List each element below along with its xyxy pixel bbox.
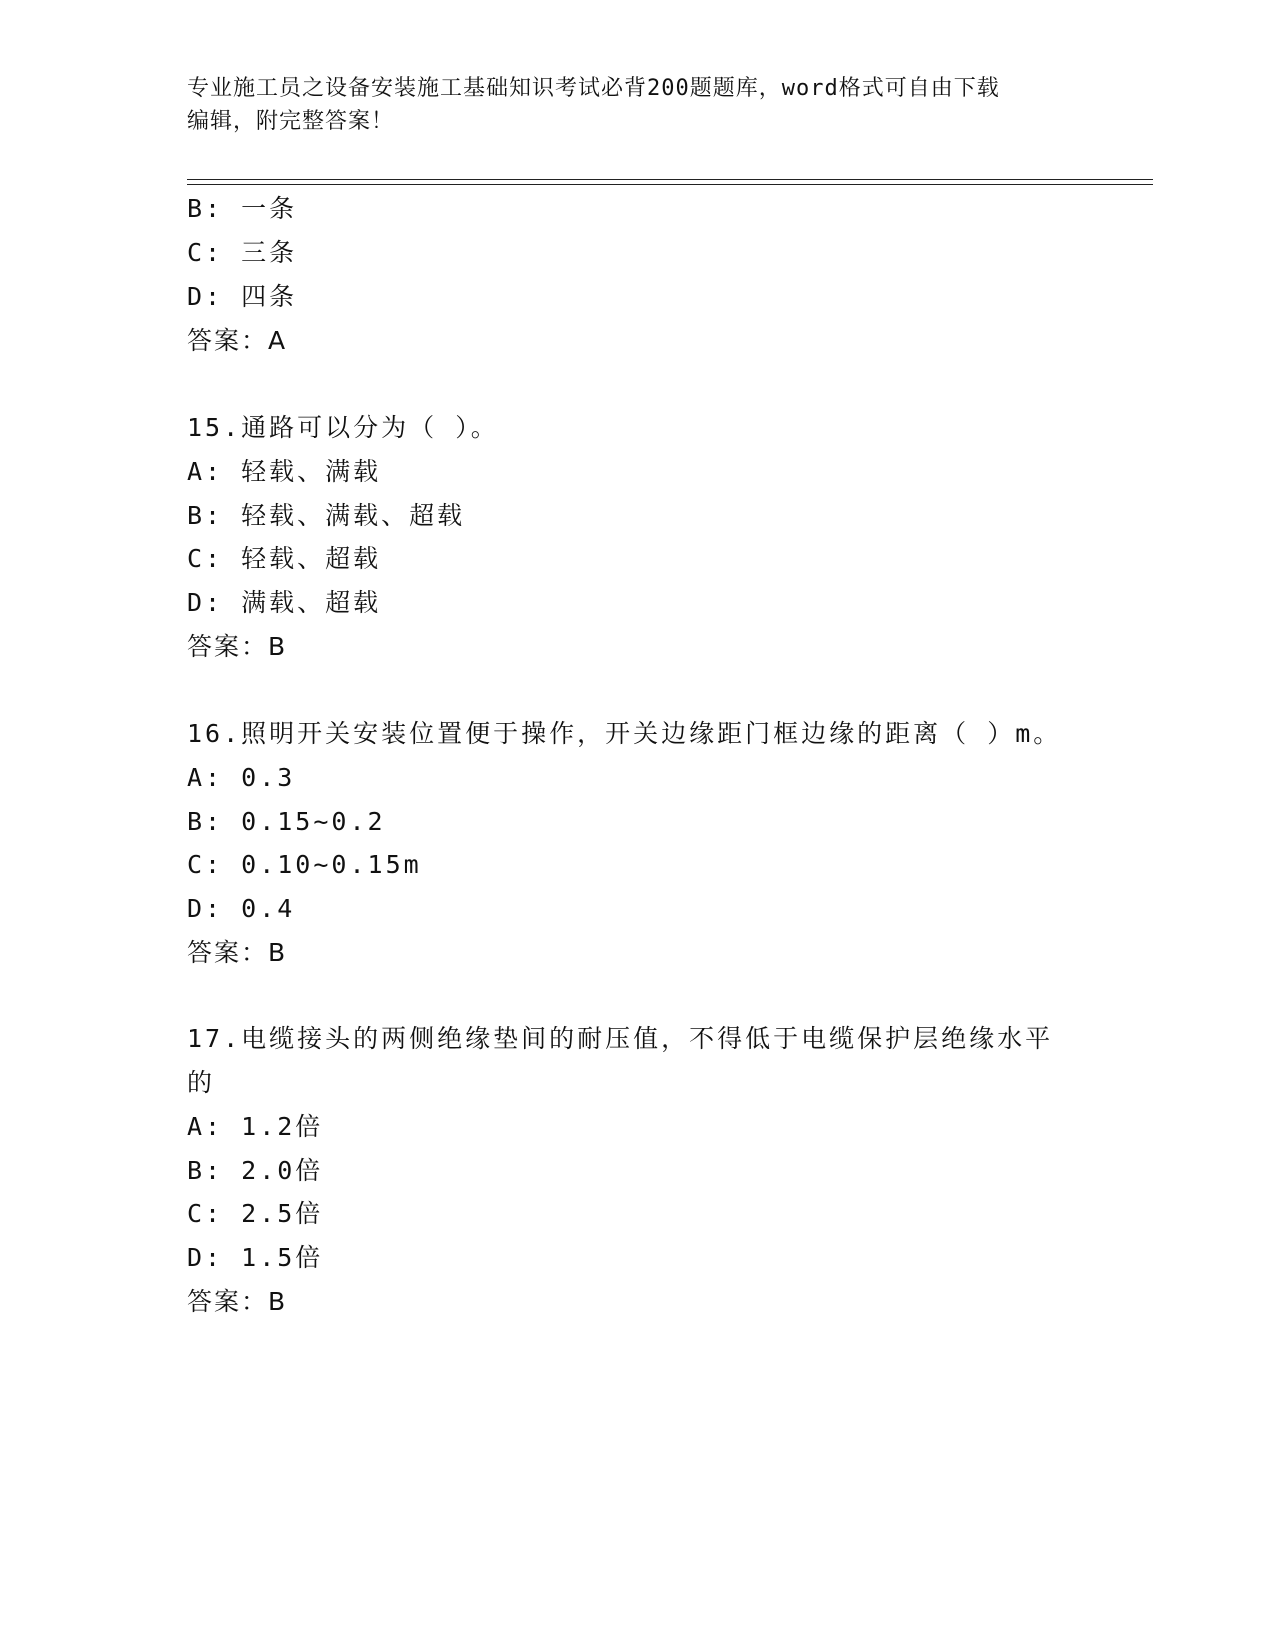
q14-option-c: C: 三条 (187, 238, 298, 267)
q15-option-d: D: 满载、超载 (187, 588, 382, 617)
q16-answer: 答案：B (187, 938, 288, 967)
q15-answer: 答案：B (187, 632, 288, 661)
q16-question: 16.照明开关安装位置便于操作，开关边缘距门框边缘的距离（ ）m。 (187, 719, 1062, 748)
q15-option-c: C: 轻载、超载 (187, 544, 382, 573)
q17-question-line-2: 的 (187, 1068, 216, 1097)
q14-answer: 答案：A (187, 326, 288, 355)
q15-option-b: B: 轻载、满载、超载 (187, 501, 466, 530)
header-title-line-1: 专业施工员之设备安装施工基础知识考试必背200题题库，word格式可自由下载 (187, 76, 1000, 101)
q14-option-b: B: 一条 (187, 194, 298, 223)
q17-option-d: D: 1.5倍 (187, 1243, 324, 1272)
q16-option-c: C: 0.10~0.15m (187, 850, 422, 879)
q17-option-a: A: 1.2倍 (187, 1112, 324, 1141)
q17-answer: 答案：B (187, 1287, 288, 1316)
q17-option-c: C: 2.5倍 (187, 1199, 324, 1228)
q17-option-b: B: 2.0倍 (187, 1156, 324, 1185)
header-rule-bottom (187, 184, 1153, 185)
q15-question: 15.通路可以分为（ ）。 (187, 413, 499, 442)
q17-question-line-1: 17.电缆接头的两侧绝缘垫间的耐压值，不得低于电缆保护层绝缘水平 (187, 1024, 1054, 1053)
header-title-line-2: 编辑，附完整答案！ (187, 109, 395, 134)
q16-option-b: B: 0.15~0.2 (187, 807, 386, 836)
q16-option-d: D: 0.4 (187, 894, 296, 923)
q14-option-d: D: 四条 (187, 282, 298, 311)
q16-option-a: A: 0.3 (187, 763, 296, 792)
document-header (187, 72, 1087, 138)
q15-option-a: A: 轻载、满载 (187, 457, 382, 486)
header-rule-top (187, 179, 1153, 180)
